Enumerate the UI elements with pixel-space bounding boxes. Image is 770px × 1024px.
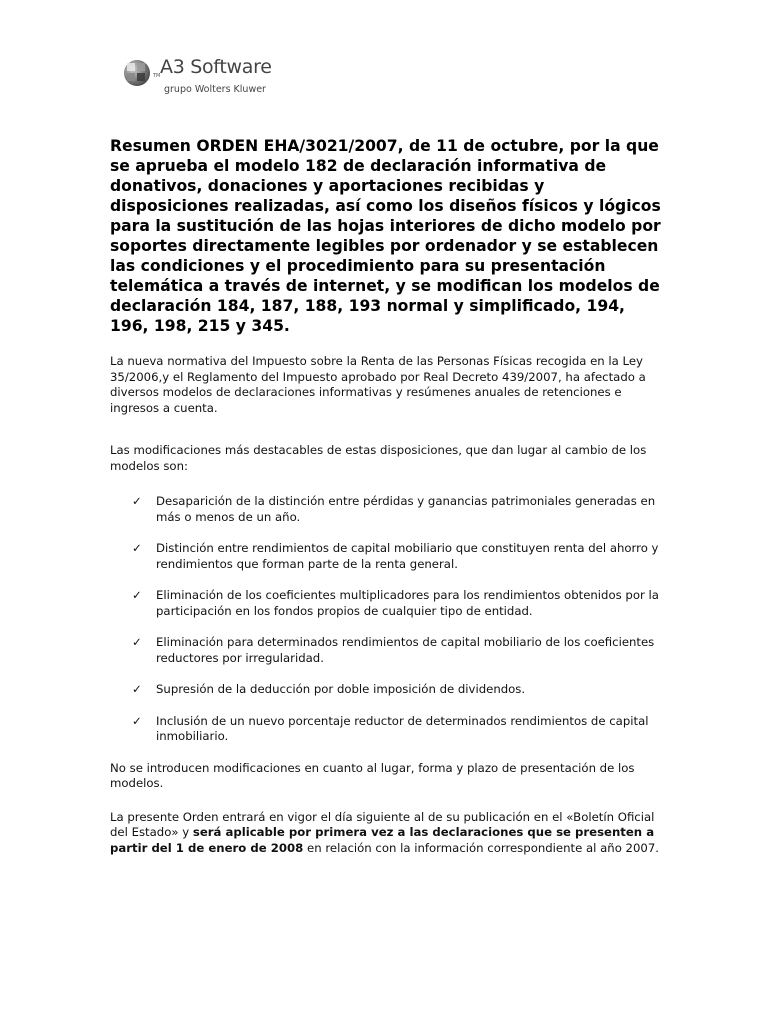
document-body — [110, 136, 665, 856]
list-item-text: Inclusión de un nuevo porcentaje reductor de determinados rendimientos de capital inmobiliario. — [156, 713, 649, 743]
validity-text-end: en relación con la información correspondiente al año 2007. — [303, 840, 660, 855]
validity-text-bold: será aplicable por primera vez a las declaraciones que se presenten a partir del 1 de enero de 2008 — [110, 825, 655, 855]
changes-intro-paragraph: Las modificaciones más destacables de estas disposiciones, que dan lugar al cambio de los modelos son: — [110, 443, 647, 473]
check-icon: ✓ — [132, 635, 142, 649]
check-icon: ✓ — [132, 713, 142, 728]
list-item-text: Supresión de la deducción por doble imposición de dividendos. — [156, 682, 526, 696]
company-logo — [122, 56, 292, 100]
validity-paragraph — [110, 810, 665, 857]
list-item-text: Desaparición de la distinción entre pérdidas y ganancias patrimoniales generadas en más o menos de un año. — [156, 494, 656, 524]
list-item-text: Eliminación para determinados rendimientos de capital mobiliario de los coeficientes reductores por irregularidad. — [156, 635, 655, 665]
list-item — [110, 635, 665, 666]
logo-trademark: TM — [153, 73, 161, 79]
check-icon: ✓ — [132, 682, 142, 696]
logo-sphere-icon — [122, 58, 152, 88]
intro-paragraph: La nueva normativa del Impuesto sobre la Renta de las Personas Físicas recogida en la Ley 35/2006,y el Reglamento del Impuesto aprobado por Real Decreto 439/2007, ha afectado a diversos modelos de declaraciones informativas y resúmenes anuales de retenciones e ingresos a cuenta. — [110, 354, 646, 415]
logo-subtitle: grupo Wolters Kluwer — [164, 84, 266, 95]
validity-text-start: La presente Orden entrará en vigor el día siguiente al de su publicación en el «Boletín Oficial del Estado» y — [110, 809, 655, 839]
list-item — [110, 714, 665, 745]
changes-list — [110, 494, 665, 745]
presentation-paragraph: No se introducen modificaciones en cuanto al lugar, forma y plazo de presentación de los modelos. — [110, 760, 635, 790]
list-item-text: Eliminación de los coeficientes multiplicadores para los rendimientos obtenidos por la participación en los fondos propios de cualquier tipo de entidad. — [156, 588, 659, 618]
check-icon: ✓ — [132, 541, 142, 555]
check-icon: ✓ — [132, 588, 142, 602]
list-item — [110, 682, 665, 698]
logo-name: A3 Software — [160, 56, 272, 78]
check-icon: ✓ — [132, 494, 142, 508]
list-item — [110, 588, 665, 619]
list-item — [110, 541, 665, 572]
document-title: Resumen ORDEN EHA/3021/2007, de 11 de octubre, por la que se aprueba el modelo 182 de declaración informativa de donativos, donaciones y aportaciones recibidas y disposiciones realizadas, así como los diseños físicos y lógicos para la sustitución de las hojas interiores de dicho modelo por soportes directamente legibles por ordenador y se establecen las condiciones y el procedimiento para su presentación telemática a través de internet, y se modifican los modelos de declaración 184, 187, 188, 193 normal y simplificado, 194, 196, 198, 215 y 345. — [110, 137, 661, 335]
list-item-text: Distinción entre rendimientos de capital mobiliario que constituyen renta del ahorro y rendimientos que forman parte de la renta general. — [156, 541, 659, 571]
list-item — [110, 494, 665, 525]
